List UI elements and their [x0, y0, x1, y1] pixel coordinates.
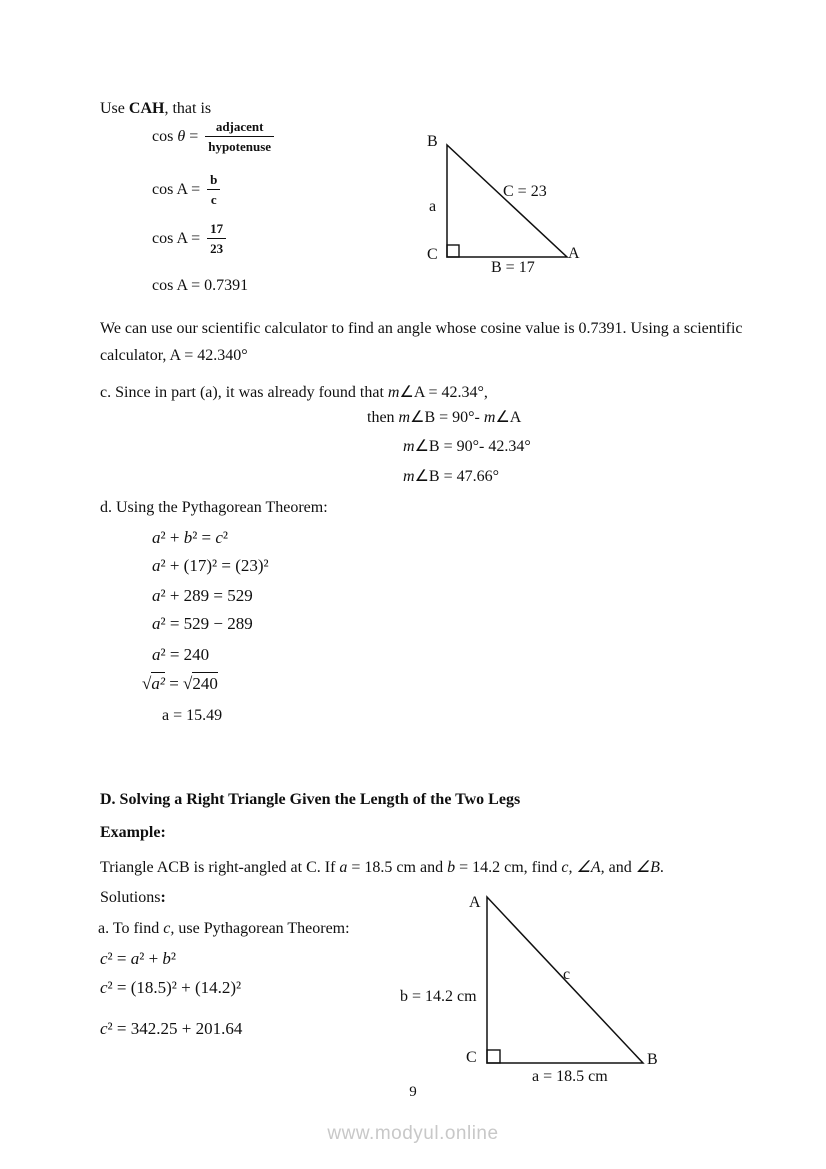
text-segment: then — [367, 409, 399, 426]
text-segment: a — [152, 645, 161, 664]
part-d-eq-5 — [152, 645, 209, 665]
text-segment: ∠B — [635, 859, 660, 876]
text-segment: a. To find — [98, 920, 164, 937]
calculator-paragraph: We can use our scientific calculator to find an angle whose cosine value is 0.7391. Using a scientific calculator, A = 42.340° — [100, 320, 743, 364]
cos-a-1723-equation — [152, 221, 226, 256]
text-segment: ² = — [192, 528, 216, 547]
fraction-numerator: 17 — [207, 221, 226, 239]
theta-symbol: θ — [177, 127, 186, 145]
text-segment: m — [483, 409, 496, 426]
text-segment: ∠B = 90°- 42.34° — [414, 438, 531, 455]
text-segment: 240 — [192, 674, 218, 693]
text-segment: use Pythagorean Theorem: — [174, 920, 350, 937]
step-a-line — [98, 920, 350, 938]
watermark: www.modyul.online — [327, 1123, 499, 1144]
triangle1-right-angle-mark — [447, 245, 459, 257]
text-segment: ² = 529 − 289 — [160, 614, 253, 633]
triangle1-base-label: B = 17 — [491, 259, 535, 276]
triangle1-vertex-b-label: B — [427, 133, 438, 150]
cos-a-result: cos A = 0.7391 — [152, 277, 249, 294]
text-segment: ² = 240 — [160, 645, 210, 664]
part-c-then-line — [367, 407, 521, 427]
text-segment: a — [130, 949, 140, 968]
part-d-eq-2 — [152, 556, 269, 576]
triangle1-side-a-label: a — [429, 198, 437, 215]
section-d-eq-1 — [100, 949, 176, 969]
cos-theta-equation — [152, 119, 274, 154]
section-d-heading: D. Solving a Right Triangle Given the Length of the Two Legs — [100, 791, 521, 808]
text-segment: a — [339, 859, 348, 876]
text-segment: ² — [170, 949, 177, 968]
part-c-intro — [100, 382, 488, 402]
text-segment: ∠A — [495, 409, 522, 426]
fraction-numerator: b — [207, 172, 220, 190]
text-segment: c. Since in part (a), it was already found that — [100, 384, 388, 401]
cos-a-lhs — [152, 181, 200, 199]
text-segment: c, ∠A, — [561, 859, 605, 876]
section-d-eq-3 — [100, 1019, 242, 1039]
text-segment: ∠B = 47.66° — [414, 468, 499, 485]
text-segment: ² + 289 = 529 — [160, 586, 253, 605]
text-segment: c — [100, 978, 108, 997]
cos-fn: cos — [152, 127, 178, 145]
text-segment: ² = 342.25 + 201.64 — [107, 1019, 243, 1038]
text-segment: ² = (18.5)² + (14.2)² — [107, 978, 242, 997]
text-segment: m — [403, 438, 415, 455]
triangle2-hypotenuse-label: c — [563, 966, 571, 983]
part-c-line2 — [403, 436, 531, 456]
intro-line — [100, 100, 211, 118]
text-segment: ² = — [107, 949, 131, 968]
text-segment: b — [162, 949, 171, 968]
triangle2-vertex-a-label: A — [469, 894, 481, 911]
fraction-17-23 — [207, 221, 226, 256]
page-number: 9 — [409, 1084, 417, 1100]
triangle1-vertex-a-label: A — [568, 245, 580, 262]
text-segment: m — [398, 409, 411, 426]
text-segment: Triangle ACB is right-angled at C. If — [100, 859, 340, 876]
fraction-b-c — [207, 172, 220, 207]
equals-sign: = — [185, 127, 199, 145]
text-segment: b — [447, 859, 456, 876]
fraction-denominator: 23 — [210, 241, 224, 256]
triangle2-side-b-label: b = 14.2 cm — [400, 988, 477, 1005]
text-segment: = 14.2 cm, find — [455, 859, 562, 876]
text-segment: a = 15.49 — [162, 707, 223, 724]
cos-a-bc-equation — [152, 172, 220, 207]
text-segment: and — [604, 859, 636, 876]
text-segment: a² — [151, 674, 165, 693]
text-segment: a — [152, 614, 161, 633]
text-segment: ² — [222, 528, 229, 547]
text-segment: ∠B = 90°- — [410, 409, 484, 426]
text-segment: a — [152, 586, 161, 605]
part-d-heading: d. Using the Pythagorean Theorem: — [100, 499, 328, 516]
fraction-adjacent-hypotenuse — [205, 119, 274, 154]
cos-fn: cos A — [152, 229, 188, 247]
text-segment: c, — [163, 920, 175, 937]
part-d-eq-7 — [162, 707, 222, 725]
fraction-denominator: hypotenuse — [208, 139, 272, 154]
text-segment: c — [100, 1019, 108, 1038]
triangle1-hypotenuse-label: C = 23 — [503, 183, 547, 200]
text-segment: c — [215, 528, 223, 547]
equals-sign: = — [187, 229, 201, 247]
solutions-colon: : — [160, 889, 166, 906]
fraction-denominator: c — [210, 192, 217, 207]
equals-sign: = — [187, 180, 201, 198]
cos-a-lhs — [152, 230, 200, 248]
text-segment: ² + — [160, 528, 184, 547]
text-segment: √ — [142, 674, 152, 693]
text-segment: . — [659, 859, 664, 876]
text-segment: = √ — [164, 674, 193, 693]
text-segment: m — [403, 468, 415, 485]
text-segment: m — [387, 384, 400, 401]
intro-post: , that is — [164, 100, 212, 117]
text-segment: ∠A = 42.34°, — [399, 384, 488, 401]
part-d-eq-1 — [152, 528, 228, 548]
triangle2-right-angle-mark — [487, 1050, 500, 1063]
text-segment: ² + (17)² = (23)² — [160, 556, 269, 575]
part-d-eq-4 — [152, 614, 253, 634]
intro-bold-cah: CAH — [128, 100, 165, 117]
solutions-text: Solutions — [100, 889, 161, 906]
section-d-eq-2 — [100, 978, 241, 998]
example-label: Example: — [100, 824, 166, 841]
part-d-eq-6 — [142, 674, 218, 694]
text-segment: c — [100, 949, 108, 968]
fraction-numerator: adjacent — [205, 119, 274, 137]
triangle1-outline — [447, 145, 567, 257]
cos-theta-lhs — [152, 128, 198, 146]
text-segment: = 18.5 cm and — [347, 859, 448, 876]
intro-pre: Use — [100, 100, 129, 117]
triangle2-vertex-b-label: B — [647, 1051, 658, 1068]
text-segment: b — [183, 528, 193, 547]
triangle1-vertex-c-label: C — [427, 246, 438, 263]
text-segment: a — [152, 528, 161, 547]
text-segment: a — [152, 556, 161, 575]
triangle2-vertex-c-label: C — [466, 1049, 477, 1066]
example-problem — [100, 857, 664, 877]
solutions-label — [100, 889, 166, 907]
text-segment: ² + — [139, 949, 163, 968]
part-c-line3 — [403, 466, 499, 486]
cos-fn: cos A — [152, 180, 188, 198]
triangle2-base-label: a = 18.5 cm — [532, 1068, 608, 1085]
part-d-eq-3 — [152, 586, 253, 606]
